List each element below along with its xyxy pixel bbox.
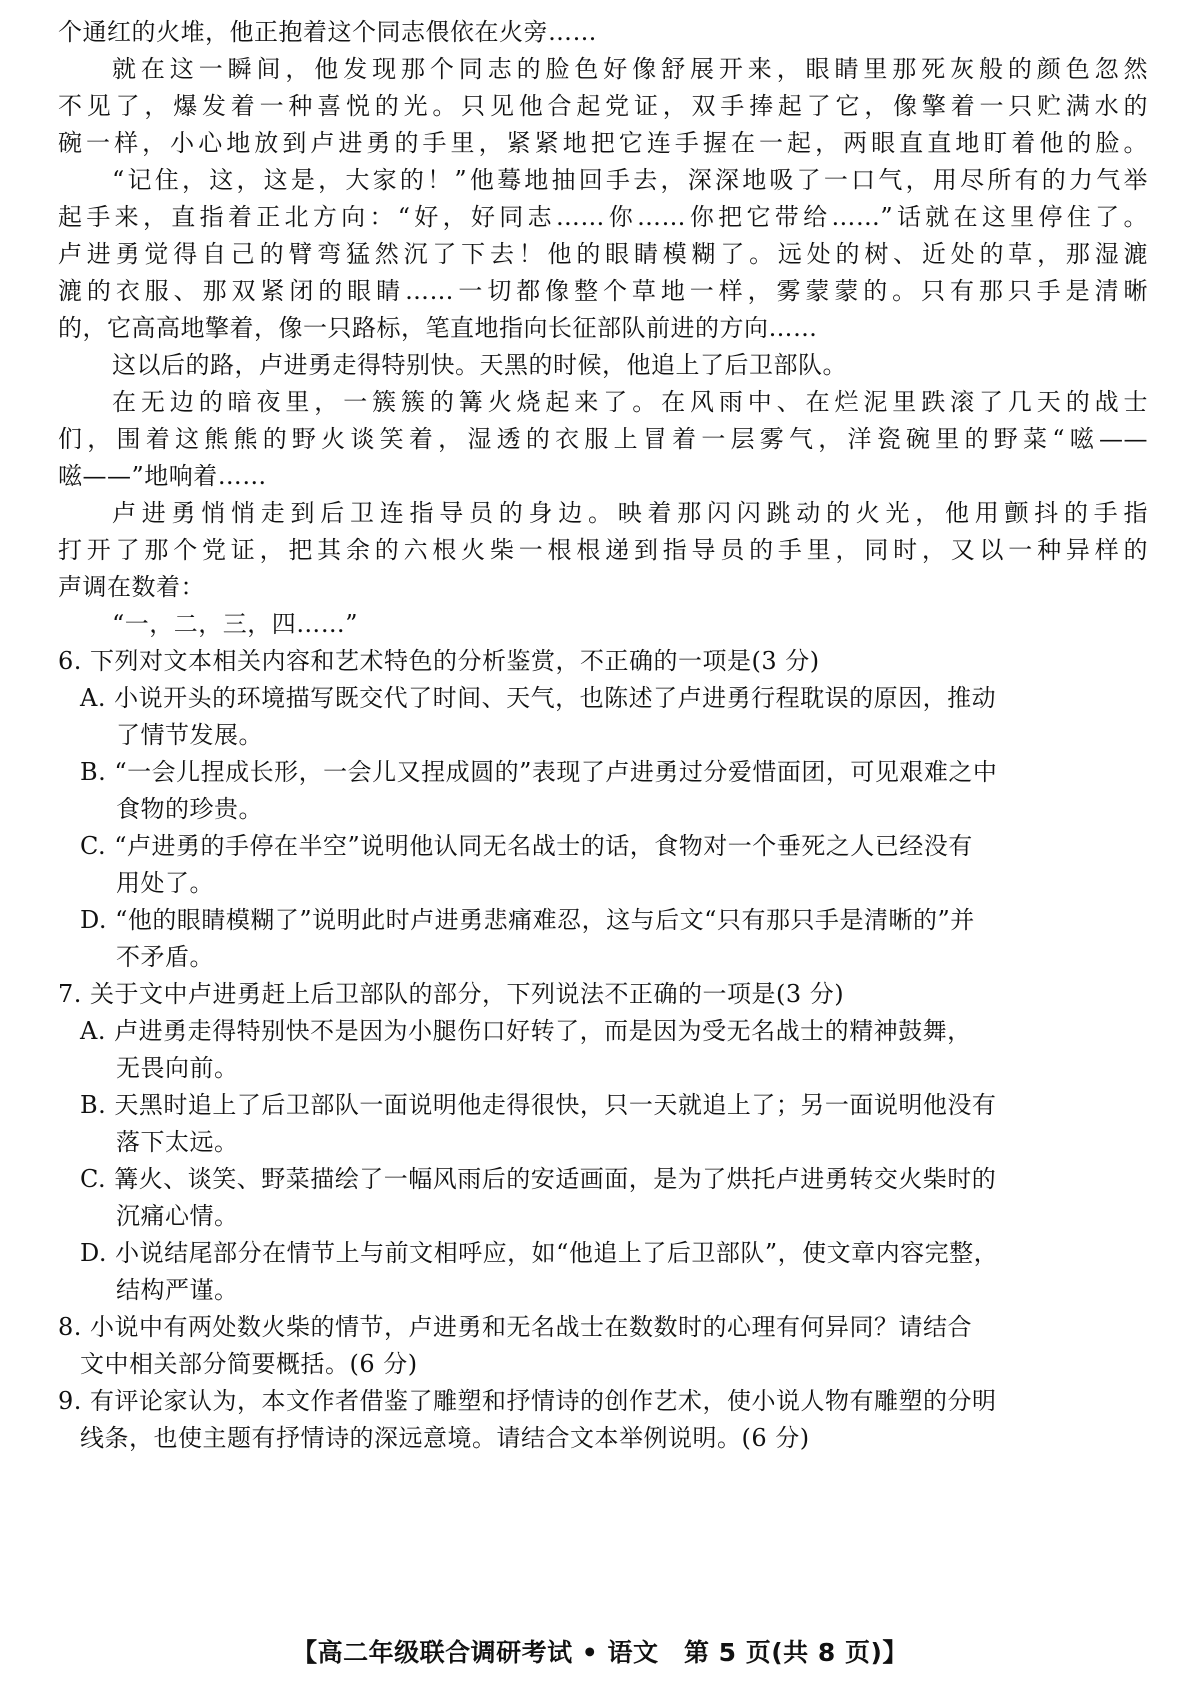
story-line: 卢进勇悄悄走到后卫连指导员的身边。映着那闪闪跳动的火光，他用颤抖的手指 <box>112 499 1148 527</box>
question-6 <box>58 643 1148 976</box>
story-line: 碗一样，小心地放到卢进勇的手里，紧紧地把它连手握在一起，两眼直直地盯着他的脸。 <box>58 129 1148 157</box>
story-line: 们，围着这熊熊的野火谈笑着，湿透的衣服上冒着一层雾气，洋瓷碗里的野菜“嗞—— <box>58 425 1148 453</box>
story-line: 声调在数着： <box>58 573 205 601</box>
option-c-cont: 沉痛心情。 <box>116 1202 239 1230</box>
story-line: 漉的衣服、那双紧闭的眼睛……一切都像整个草地一样，雾蒙蒙的。只有那只手是清晰 <box>58 277 1148 305</box>
story-line: 就在这一瞬间，他发现那个同志的脸色好像舒展开来，眼睛里那死灰般的颜色忽然 <box>112 55 1148 83</box>
question-stem-cont: 线条，也使主题有抒情诗的深远意境。请结合文本举例说明。(6 分) <box>80 1424 810 1452</box>
story-line: 不见了，爆发着一种喜悦的光。只见他合起党证，双手捧起了它，像擎着一只贮满水的 <box>58 92 1148 120</box>
option-d: D. “他的眼睛模糊了”说明此时卢进勇悲痛难忍，这与后文“只有那只手是清晰的”并 <box>80 906 975 934</box>
story-line: 个通红的火堆，他正抱着这个同志偎依在火旁…… <box>58 18 597 46</box>
story-line: 起手来，直指着正北方向：“好，好同志……你……你把它带给……”话就在这里停住了。 <box>58 203 1148 231</box>
question-stem: 9. 有评论家认为，本文作者借鉴了雕塑和抒情诗的创作艺术，使小说人物有雕塑的分明 <box>58 1387 997 1415</box>
option-a: A. 小说开头的环境描写既交代了时间、天气，也陈述了卢进勇行程耽误的原因，推动 <box>80 684 997 712</box>
question-stem: 6. 下列对文本相关内容和艺术特色的分析鉴赏，不正确的一项是(3 分) <box>58 647 820 675</box>
question-stem: 8. 小说中有两处数火柴的情节，卢进勇和无名战士在数数时的心理有何异同？请结合 <box>58 1313 973 1341</box>
option-a-cont: 无畏向前。 <box>116 1054 239 1082</box>
option-d: D. 小说结尾部分在情节上与前文相呼应，如“他追上了后卫部队”，使文章内容完整， <box>80 1239 999 1267</box>
story-line: 的，它高高地擎着，像一只路标，笔直地指向长征部队前进的方向…… <box>58 314 818 342</box>
option-d-cont: 不矛盾。 <box>116 943 214 971</box>
page-footer: 【高二年级联合调研考试 • 语文 第 5 页(共 8 页)】 <box>292 1638 908 1667</box>
option-c-cont: 用处了。 <box>116 869 214 897</box>
story-line: “记住，这，这是，大家的！”他蓦地抽回手去，深深地吸了一口气，用尽所有的力气举 <box>112 166 1148 194</box>
option-c: C. “卢进勇的手停在半空”说明他认同无名战士的话，食物对一个垂死之人已经没有 <box>80 832 973 860</box>
exam-page <box>58 14 1148 1457</box>
option-a: A. 卢进勇走得特别快不是因为小腿伤口好转了，而是因为受无名战士的精神鼓舞， <box>80 1017 972 1045</box>
option-c: C. 篝火、谈笑、野菜描绘了一幅风雨后的安适画面，是为了烘托卢进勇转交火柴时的 <box>80 1165 997 1193</box>
story-line: “一，二，三，四……” <box>112 610 359 638</box>
question-9 <box>58 1383 1148 1457</box>
question-7 <box>58 976 1148 1309</box>
option-b: B. 天黑时追上了后卫部队一面说明他走得很快，只一天就追上了；另一面说明他没有 <box>80 1091 997 1119</box>
option-b-cont: 食物的珍贵。 <box>116 795 263 823</box>
story-line: 卢进勇觉得自己的臂弯猛然沉了下去！他的眼睛模糊了。远处的树、近处的草，那湿漉 <box>58 240 1148 268</box>
option-b: B. “一会儿捏成长形，一会儿又捏成圆的”表现了卢进勇过分爱惜面团，可见艰难之中 <box>80 758 998 786</box>
question-stem: 7. 关于文中卢进勇赶上后卫部队的部分，下列说法不正确的一项是(3 分) <box>58 980 845 1008</box>
option-d-cont: 结构严谨。 <box>116 1276 239 1304</box>
story-line: 在无边的暗夜里，一簇簇的篝火烧起来了。在风雨中、在烂泥里跌滚了几天的战士 <box>112 388 1148 416</box>
story-line: 这以后的路，卢进勇走得特别快。天黑的时候，他追上了后卫部队。 <box>112 351 847 379</box>
option-a-cont: 了情节发展。 <box>116 721 263 749</box>
story-line: 嗞——”地响着…… <box>58 462 267 490</box>
question-8 <box>58 1309 1148 1383</box>
story-line: 打开了那个党证，把其余的六根火柴一根根递到指导员的手里，同时，又以一种异样的 <box>58 536 1148 564</box>
option-b-cont: 落下太远。 <box>116 1128 239 1156</box>
story-passage <box>58 14 1148 643</box>
question-stem-cont: 文中相关部分简要概括。(6 分) <box>80 1350 418 1378</box>
